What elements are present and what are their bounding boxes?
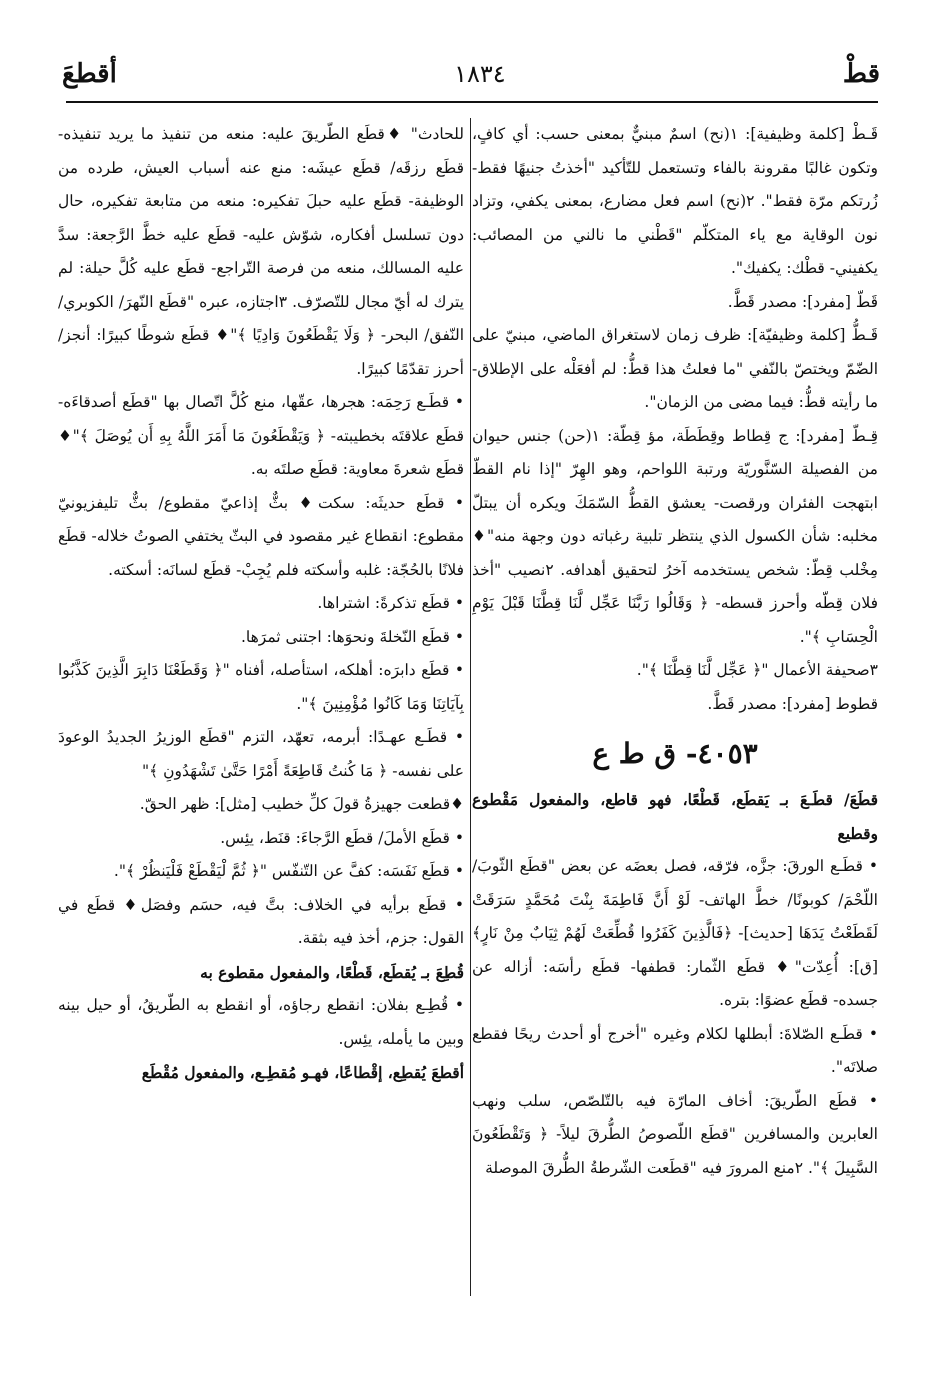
sense-tariq-cont: للحادث" ♦قطَع الطّريقَ عليه: منعه من تنفيذ ما يريد تنفيذه- قطَع رزقَه/ قطَع عيشَه: منع عنه أسباب العيش، طرده من الوظيفة- قطَع عليه حبلَ تفكيره: منعه من متابعة تفكيره، حال دون تسلسل أفكاره، شوّش عليه- قطَع عليه خطَّ الرَّجعة: سدَّ عليه المسالك، منعه من فرصة التّراجع- قطَع عليه كُلَّ حيلة: لم يترك له أيّ مجال للتّصرّف. ٣اجتازه، عبره "قطَع النّهرَ/ الكوبري/ النّفق/ البحر- ﴿ وَلَا يَقْطَعُونَ وَادِيًا ﴾"♦ قطَع شوطًا كبيرًا: أنجز/ أحرز تقدّمًا كبيرًا. (58, 125, 464, 378)
sense-qataa-hadith: • قطَع حديثَه: سكت♦ بثٌّ إذاعيّ مقطوع/ بثٌّ تليفزيونيّ مقطوع: انقطاع غير مقصود في البثّ يختفي الصوتُ خلاله- قطَع فلانًا بالحُجّة: غلبه وأسكته فلم يُجِبْ- قطَع لسانَه: أسكته. (58, 493, 464, 579)
sense-qataa-rahim: • قطَـع رَحِمَه: هجرها، عقّها، منع كُلَّ اتّصال بها "قطَع أصدقاءَه- قطَع علاقتَه بخطيبته- ﴿ وَيَقْطَعُونَ مَا أَمَرَ اللَّهُ بِهِ أَن يُوصَلَ ﴾"♦ قطَع شعرةَ معاوية: قطَع صلتَه به. (58, 393, 464, 478)
entry-qitt-3: ٣صحيفة الأعمال "﴿ عَجِّل لَّنَا قِطَّنَا ﴾". (636, 661, 878, 679)
sense-qataa-dabir: • قطَع دابرَه: أهلكه، استأصله، أفناه "﴿ وَقَطَعْنَا دَابِرَ الَّذِينَ كَذَّبُوا بِآيَاتِنَا وَمَا كَانُوا مُؤْمِنِينَ ﴾". (58, 661, 464, 713)
sense-qataa-waraq: • قطَـع الورقَ: جزَّه، فرّقه، فصل بعضَه عن بعض "قطَع الثّوبَ/ اللّحْمَ/ كوبونًا/ خطَّ الهاتف- لَوْ أَنَّ فَاطِمَةَ بِنْتَ مُحَمَّدٍ سَرَقَتْ لَقَطَعْتُ يَدَهَا [حديث]- ﴿فَالَّذِينَ كَفَرُوا قُطِّعَتْ لَهُمْ ثِيَابٌ مِنْ نَارٍ﴾ [ق]: أُعِدّت"♦ قطَع الثّمار: قطفها- قطَع رأسَه: أزاله عن جسده- قطَع عضوًا: بتره. (472, 857, 878, 1009)
sense-qataa-tariq: • قطَع الطّريقَ: أخاف المارّة فيه بالتّلصّص، سلب ونهب العابرين والمسافرين "قطَع اللّصوصُ الطُّرقَ ليلاً- ﴿ وَتَقْطَعُونَ السَّبِيلَ ﴾". ٢منع المرورَ فيه "قطَعت الشّرطةُ الطُّرقَ الموصلة (472, 1091, 878, 1177)
entry-qutia-head: قُطِعَ بـ يُقطَع، قَطْعًا، والمفعول مقطوع به (200, 962, 464, 982)
entry-qat-1: قَـطْ [كلمة وظيفية]: ١(نح) اسمٌ مبنيٌّ بمعنى حسب: أي كافٍ، وتكون غالبًا مقرونة بالفاء وتستعمل للتّأكيد "أخذتُ جنيهًا فقط- زُرتكم مرّة فقط". ٢(نح) اسم فعل مضارع، بمعنى يكفي، وتزاد نون الوقاية مع ياء المتكلّم "قَطْني ما نالني من المصائب: يكفيني- قطْك: يكفيك". (472, 125, 878, 277)
header-left-word: أقطعَ (62, 59, 117, 89)
entry-qutut: قطوط [مفرد]: مصدر قَطَّ. (707, 694, 878, 713)
sense-qataa-nafas: • قطَع نَفَسَه: كفَّ عن التّنفّس "﴿ ثُمَّ لْيَقْطَعْ فَلْيَنظُرْ ﴾". (113, 862, 464, 880)
entry-qataa-head: قطَعَ/ قطَـعَ بـ يَقطَع، قَطْعًا، فهو قاطع، والمفعول مَقْطوع وقطيع (472, 790, 878, 843)
column-divider (470, 118, 471, 1296)
header-rule (66, 101, 878, 103)
left-column (58, 118, 464, 1298)
proverb-juhayza: ♦قطعت جهيزةُ قولَ كلِّ خطيب [مثل]: ظهر الحقّ. (139, 795, 464, 813)
sense-qataa-ahd: • قطَـع عهـدًا: أبرمه، تعهّد، التزم "قطَع الوزيرُ الجديدُ الوعودَ على نفسه- ﴿ مَا كُنتُ قَاطِعَةً أَمْرًا حَتَّىٰ تَشْهَدُونِ ﴾" (58, 728, 464, 780)
section-heading: ٤٠٥٣- ق ط ع (592, 737, 758, 770)
entry-aqtaa-head: أقطعَ يُقطِع، إقْطاعًا، فهـو مُقطِـع، والمفعول مُقْطَع (141, 1063, 464, 1082)
sense-qataa-tadhkira: • قطَع تذكرةً: اشتراها. (317, 594, 464, 612)
sense-qutia-bi: • قُطِـع بفلان: انقطع رجاؤه، أو انقطع به الطّريقُ، أو حيل بينه وبين ما يأمله، يئِس. (58, 996, 464, 1048)
right-column (472, 118, 878, 1298)
sense-qataa-ray: • قطَع برأيه في الخلاف: بتَّ فيه، حسَم وفصَل♦ قطَع في القول: جزم، أخذ فيه بثقة. (58, 895, 464, 947)
page-header (62, 54, 880, 94)
entry-qitt: قِـطّ [مفرد]: ج قِطاط وقِطَطَة، مؤ قِطّة: ١(حن) جنس حيوان من الفصيلة السّنَّوريّة ورتبة اللواحم، وهو الهِرّ "إذا نام القطّ ابتهجت الفئران ورقصت- يعشق القطُّ السّمَكَ ويكره أن يبتلّ مخلبه: شأن الكسول الذي ينتظر تلبية رغباته دون وجهة منه"♦ مِخْلب قِطّ: شخص يستخدمه آخرُ لتحقيق أهدافه. ٢نصيب "أخذ فلان قِطّه وأحرز قسطه- ﴿ وَقَالُوا رَبَّنَا عَجِّل لَّنَا قِطَّنَا قَبْلَ يَوْمِ الْحِسَابِ ﴾". (472, 426, 878, 646)
entry-qatt-2: قَطّ [مفرد]: مصدر قَطَّ. (727, 292, 878, 311)
sense-qataa-amal: • قطَع الأملَ/ قطَع الرَّجاءَ: قنَط، يئِس. (220, 828, 464, 847)
page-number: ١٨٣٤ (454, 60, 506, 88)
sense-qataa-nakhla: • قطَع النّخلةَ ونحوَها: اجتنى ثمرَها. (240, 627, 464, 646)
sense-qataa-salat: • قطَـع الصّلاةَ: أبطلها لكلام وغيره "أخرج أو أحدث ريحًا فقطع صلاتَه". (472, 1024, 878, 1076)
header-right-word: قطْ (842, 59, 880, 89)
entry-qattu: قَـطُّ [كلمة وظيفيّة]: ظرف زمان لاستغراق الماضي، مبنيّ على الضّمّ ويختصّ بالنّفي "ما فعلتُ هذا قطُّ: لم أفعَلْه على الإطلاق- ما رأيته قطُّ: فيما مضى من الزمان". (472, 326, 878, 411)
